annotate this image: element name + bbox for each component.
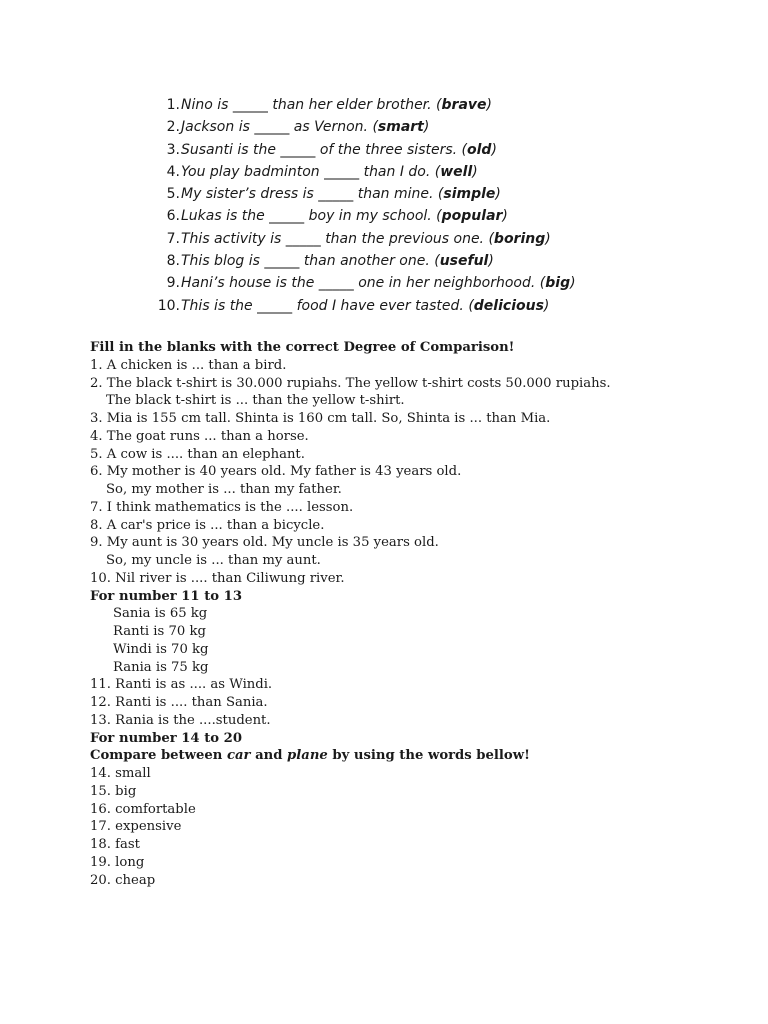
question-line-continued: So, my mother is ... than my father. [106, 482, 342, 497]
word-item: 20. cheap [90, 872, 156, 888]
item-text: This activity is _____ than the previous one. ( [181, 230, 494, 247]
item-hint-word: boring [493, 230, 546, 247]
weight-fact: Sania is 65 kg [113, 606, 208, 622]
compare-text: and [250, 748, 288, 764]
item-number: 3. [166, 141, 180, 158]
item-number: 5. [166, 186, 180, 203]
question-line: 1. A chicken is ... than a bird. [90, 357, 287, 373]
exercise-1-item [148, 205, 708, 227]
question-line: 4. The goat runs ... than a horse. [90, 428, 309, 444]
question-line: 5. A cow is .... than an elephant. [90, 446, 305, 462]
item-number: 10. [157, 297, 180, 314]
item-sentence [181, 250, 494, 272]
item-sentence [181, 139, 497, 161]
item-number: 8. [166, 253, 180, 270]
item-sentence [181, 161, 478, 183]
weight-fact: Ranti is 70 kg [113, 624, 206, 639]
compare-text: Compare between [90, 748, 227, 764]
item-sentence [181, 94, 492, 116]
item-close: ) [495, 186, 501, 203]
compare-instruction [90, 747, 730, 765]
item-hint-word: brave [441, 97, 487, 113]
exercise-1-item [148, 250, 708, 272]
item-number: 2. [166, 119, 180, 136]
item-text: This is the _____ food I have ever tasted. ( [181, 297, 474, 314]
exercise-1-item [148, 295, 708, 317]
group-2-heading: For number 14 to 20 [90, 730, 243, 746]
compare-word-plane: plane [287, 748, 328, 764]
item-hint-word: big [545, 275, 571, 292]
exercise-1-item [148, 228, 708, 250]
word-item: 17. expensive [90, 819, 182, 835]
word-item: 15. big [90, 783, 137, 799]
item-number: 7. [166, 230, 180, 247]
item-hint-word: well [440, 163, 473, 180]
item-text: You play badminton _____ than I do. ( [181, 163, 441, 180]
item-text: Hani’s house is the _____ one in her neighborhood. ( [181, 275, 546, 292]
question-line-continued: So, my uncle is ... than my aunt. [106, 553, 321, 568]
exercise-1-list [148, 94, 708, 317]
weight-fact: Rania is 75 kg [113, 659, 209, 675]
exercise-1-item [148, 272, 708, 294]
question-line: 8. A car's price is ... than a bicycle. [90, 517, 325, 533]
item-sentence [181, 205, 508, 227]
question-line: 7. I think mathematics is the .... lesson. [90, 499, 354, 515]
question-line: 6. My mother is 40 years old. My father is 43 years old. [90, 464, 462, 480]
item-sentence [181, 228, 551, 250]
item-sentence [181, 183, 501, 205]
item-sentence [181, 295, 549, 317]
exercise-1-item [148, 116, 708, 138]
item-hint-word: delicious [473, 297, 544, 314]
item-sentence [181, 116, 429, 138]
item-close: ) [486, 97, 492, 113]
item-close: ) [570, 275, 576, 292]
compare-text: by using the words bellow! [327, 748, 530, 764]
question-line: 13. Rania is the ....student. [90, 712, 271, 728]
question-line: 12. Ranti is .... than Sania. [90, 695, 268, 710]
item-hint-word: smart [377, 119, 424, 136]
word-item: 16. comfortable [90, 801, 196, 817]
question-line: 2. The black t-shirt is 30.000 rupiahs. The yellow t-shirt costs 50.000 rupiahs. [90, 375, 611, 391]
exercise-2-title: Fill in the blanks with the correct Degree of Comparison! [90, 340, 515, 355]
word-item: 18. fast [90, 837, 140, 852]
item-close: ) [543, 297, 550, 314]
item-text: Susanti is the _____ of the three sisters. ( [181, 141, 468, 158]
exercise-1-item [148, 161, 708, 183]
item-text: Jackson is _____ as Vernon. ( [181, 119, 378, 136]
item-number: 6. [166, 208, 180, 225]
item-hint-word: simple [443, 186, 496, 203]
exercise-1-item [148, 183, 708, 205]
question-line: 10. Nil river is .... than Ciliwung river. [90, 570, 345, 586]
item-close: ) [545, 230, 551, 247]
word-item: 19. long [90, 854, 145, 870]
question-line-continued: The black t-shirt is ... than the yellow t-shirt. [106, 393, 405, 409]
question-line: 9. My aunt is 30 years old. My uncle is 35 years old. [90, 535, 439, 551]
word-item: 14. small [90, 766, 151, 781]
item-close: ) [472, 163, 478, 180]
item-close: ) [502, 208, 508, 225]
group-1-heading: For number 11 to 13 [90, 588, 243, 604]
question-line: 11. Ranti is as .... as Windi. [90, 677, 273, 693]
weight-fact: Windi is 70 kg [113, 641, 209, 657]
item-sentence [181, 272, 576, 294]
item-text: Nino is _____ than her elder brother. ( [181, 97, 442, 113]
exercise-1-item [148, 94, 708, 116]
question-line: 3. Mia is 155 cm tall. Shinta is 160 cm tall. So, Shinta is ... than Mia. [90, 411, 551, 426]
item-text: My sister’s dress is _____ than mine. ( [181, 186, 444, 203]
item-hint-word: popular [441, 208, 503, 225]
item-number: 9. [166, 275, 180, 292]
item-number: 4. [166, 163, 180, 180]
exercise-1-item [148, 139, 708, 161]
item-text: This blog is _____ than another one. ( [181, 253, 440, 270]
item-close: ) [491, 141, 497, 158]
item-hint-word: old [467, 141, 492, 158]
exercise-2 [90, 339, 730, 889]
compare-word-car: car [226, 748, 251, 764]
item-close: ) [423, 119, 430, 136]
item-number: 1. [166, 97, 180, 113]
item-close: ) [488, 253, 494, 270]
item-hint-word: useful [439, 253, 489, 270]
item-text: Lukas is the _____ boy in my school. ( [181, 208, 442, 225]
